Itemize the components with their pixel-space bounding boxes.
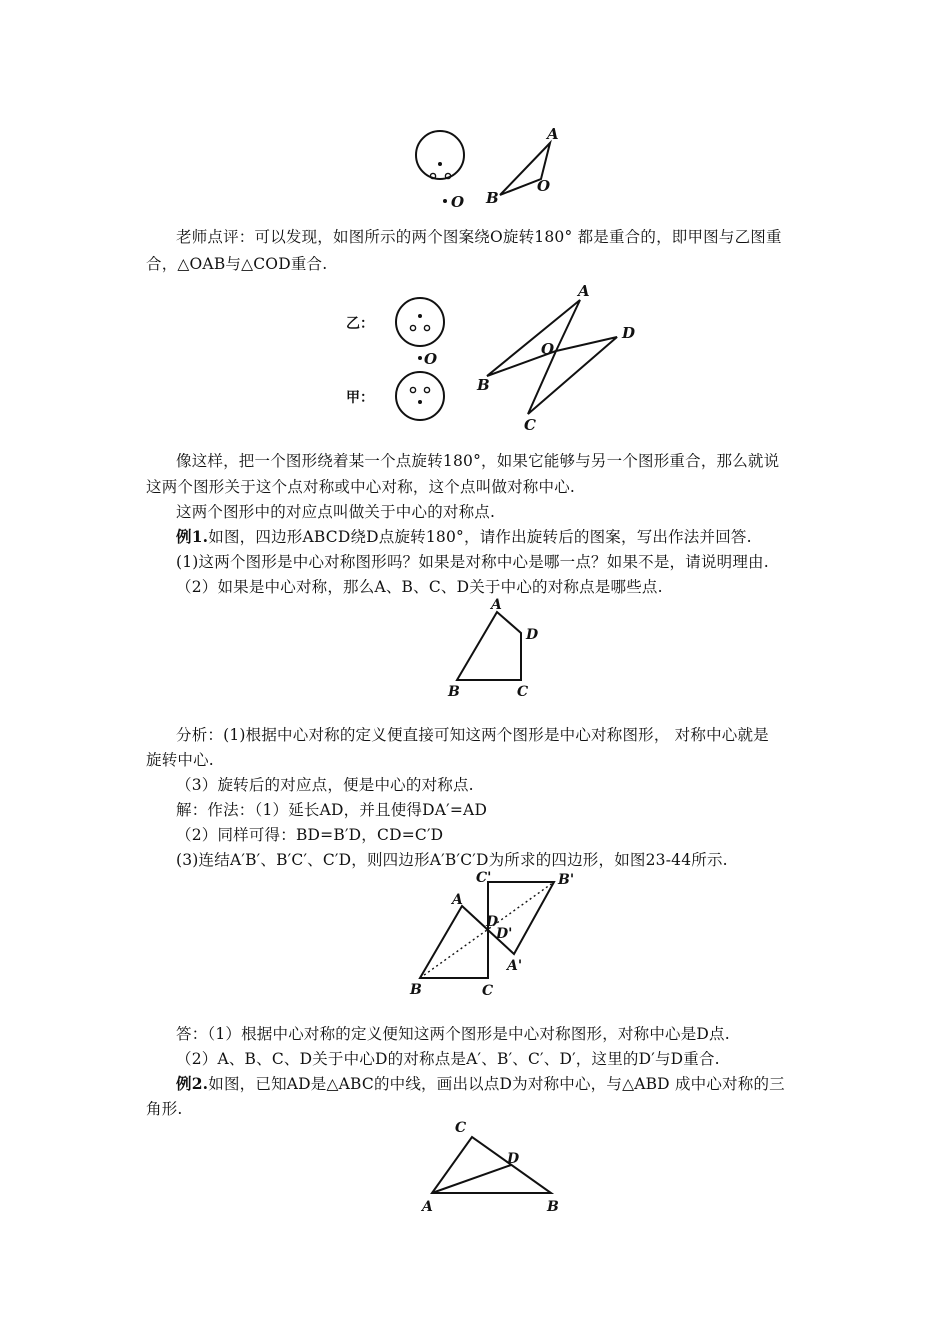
teacher-comment-line1: 老师点评：可以发现，如图所示的两个图案绕O旋转180° 都是重合的，即甲图与乙图重 xyxy=(176,228,782,246)
solution-step3: (3)连结A′B′、B′C′、C′D，则四边形A′B′C′D为所求的四边形，如图23-44所示. xyxy=(176,851,728,869)
point-label-D-prime: D' xyxy=(496,926,513,942)
definition-line2: 这两个图形关于这个点对称或中心对称，这个点叫做对称中心. xyxy=(146,478,576,496)
example2-label: 例2. xyxy=(176,1074,209,1093)
point-label-A: A xyxy=(452,892,463,908)
point-label-D: D xyxy=(622,324,636,342)
symmetric-point-def: 这两个图形中的对应点叫做关于中心的对称点. xyxy=(176,503,496,521)
point-label-C-prime: C' xyxy=(476,870,492,886)
circle-yi xyxy=(396,298,444,346)
point-label-O: O xyxy=(541,340,555,358)
label-yi: 乙： xyxy=(346,316,374,332)
point-label-C: C xyxy=(517,684,529,700)
analysis-line2: 旋转中心. xyxy=(146,751,214,769)
example1-question1: (1)这两个图形是中心对称图形吗？如果是对称中心是哪一点？如果不是，请说明理由. xyxy=(176,553,769,571)
point-label-A: A xyxy=(547,125,559,143)
figure-quadrilateral-ABCD xyxy=(440,596,550,704)
point-label-B: B xyxy=(410,982,422,998)
figure-triangle-median xyxy=(415,1117,575,1219)
teacher-comment-line2: 合，△OAB与△COD重合. xyxy=(146,255,328,273)
dot-mark xyxy=(438,162,442,166)
point-label-A: A xyxy=(578,282,590,300)
point-label-C: C xyxy=(482,983,494,999)
example1-text: 如图，四边形ABCD绕D点旋转180°，请作出旋转后的图案，写出作法并回答. xyxy=(208,528,752,546)
analysis-point3: （3）旋转后的对应点，便是中心的对称点. xyxy=(176,776,474,794)
point-label-B: B xyxy=(486,189,499,207)
point-label-D: D xyxy=(486,914,499,930)
solution-step1: 解：作法：（1）延长AD，并且使得DA′=AD xyxy=(176,801,488,819)
point-label-A-prime: A' xyxy=(507,958,523,974)
point-label-B: B xyxy=(477,376,490,394)
dot-mark xyxy=(424,325,429,330)
dot-mark xyxy=(424,387,429,392)
point-label-A: A xyxy=(491,597,502,613)
answer-line1: 答：（1）根据中心对称的定义便知这两个图形是中心对称图形，对称中心是D点. xyxy=(176,1025,730,1043)
point-label-C: C xyxy=(524,416,536,434)
point-label-B-prime: B' xyxy=(558,872,575,888)
example1-question2: （2）如果是中心对称，那么A、B、C、D关于中心的对称点是哪些点. xyxy=(176,578,663,596)
example2-line2: 角形. xyxy=(146,1100,183,1118)
example1-statement xyxy=(176,527,752,547)
solution-step2: （2）同样可得：BD=B′D，CD=C′D xyxy=(176,826,444,844)
example1-label: 例1. xyxy=(176,527,209,546)
answer-line2: （2）A、B、C、D关于中心D的对称点是A′、B′、C′、D′，这里的D′与D重合. xyxy=(176,1050,720,1068)
point-label-C: C xyxy=(455,1120,467,1136)
dot-mark xyxy=(410,387,415,392)
point-label-O: O xyxy=(537,177,551,195)
label-jia: 甲： xyxy=(346,390,374,406)
triangle-OAB xyxy=(487,300,580,376)
center-point xyxy=(418,356,422,360)
point-label-B: B xyxy=(448,684,460,700)
circle-pattern xyxy=(416,131,464,179)
dot-mark xyxy=(418,314,422,318)
analysis-line1: 分析：(1)根据中心对称的定义便直接可知这两个图形是中心对称图形， 对称中心就是 xyxy=(176,726,769,744)
circle-jia xyxy=(396,372,444,420)
point-label-D: D xyxy=(507,1151,520,1167)
quadrilateral-ABCD xyxy=(420,906,488,978)
point-label-O: O xyxy=(424,350,438,368)
example2-text: 如图，已知AD是△ABC的中线，画出以点D为对称中心，与△ABD 成中心对称的三 xyxy=(208,1075,785,1093)
example2-statement xyxy=(176,1074,785,1094)
dot-mark xyxy=(410,325,415,330)
center-point xyxy=(443,199,447,203)
quadrilateral-ABCD xyxy=(457,612,521,680)
definition-line1: 像这样，把一个图形绕着某一个点旋转180°，如果它能够与另一个图形重合，那么就说 xyxy=(176,452,780,470)
point-label-B: B xyxy=(547,1199,559,1215)
median-AD xyxy=(432,1165,511,1193)
figure-jia-yi-bowtie xyxy=(340,282,640,434)
figure-circle-triangle xyxy=(410,125,570,220)
point-label-A: A xyxy=(422,1199,433,1215)
figure-rotation-construction xyxy=(400,868,590,1000)
dot-mark xyxy=(418,400,422,404)
point-label-D: D xyxy=(526,627,539,643)
triangle-ABC xyxy=(432,1137,551,1193)
point-label-O: O xyxy=(451,193,465,211)
